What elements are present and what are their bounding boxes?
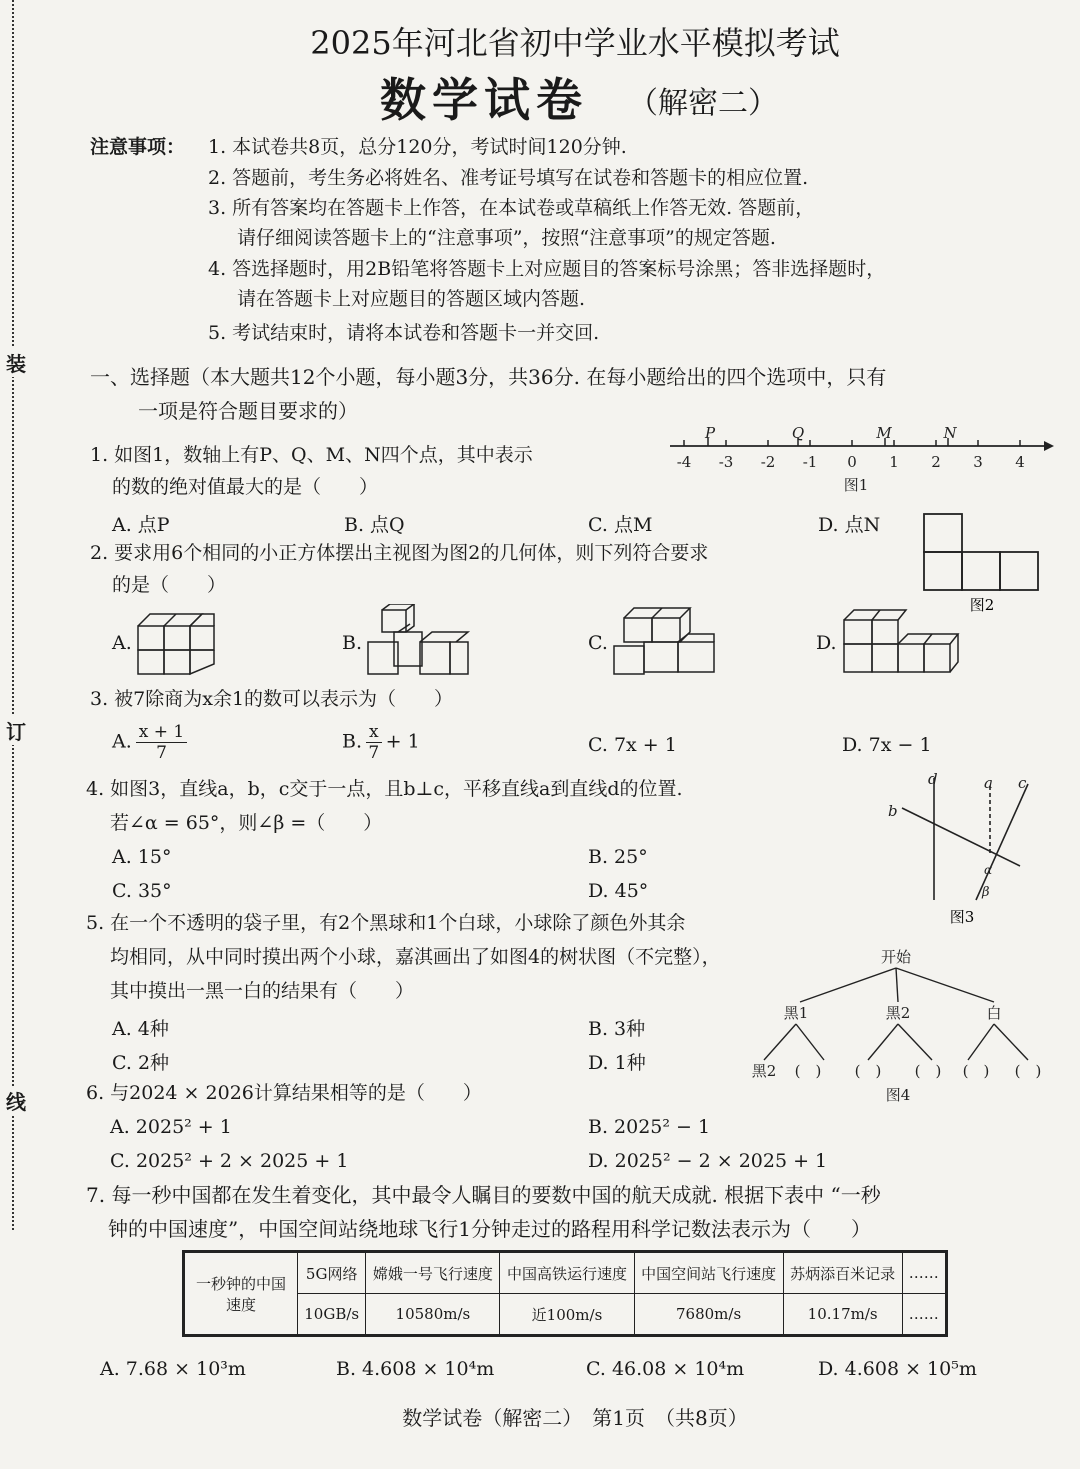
table-header-cell: 中国空间站飞行速度 <box>634 1252 783 1294</box>
binding-char: 订 <box>6 716 26 745</box>
cube-figure-b <box>364 604 476 680</box>
notice-item: 2. 答题前，考生务必将姓名、准考证号填写在试卷和答题卡的相应位置. <box>208 167 809 189</box>
tree-blank: ( ) <box>854 1062 882 1080</box>
figure-4-tree-diagram <box>740 940 1058 1110</box>
tick-label: -1 <box>802 453 818 471</box>
section-heading: 一、选择题（本大题共12个小题，每小题3分，共36分. 在每小题给出的四个选项中，只有 <box>90 365 887 389</box>
notice-item: 请在答题卡上对应题目的答题区域内答题. <box>237 288 586 310</box>
figure-1-number-line <box>660 420 1060 500</box>
question-1-text: 1. 如图1，数轴上有P、Q、M、N四个点，其中表示 <box>90 444 533 466</box>
section-heading-cont: 一项是符合题目要求的） <box>138 399 358 423</box>
tick-label: 4 <box>1015 453 1025 471</box>
point-label: N <box>943 424 957 442</box>
option-c: C. 2025² + 2 × 2025 + 1 <box>110 1150 349 1172</box>
line-label-d: d <box>928 770 938 788</box>
option-b: B. 3种 <box>588 1018 646 1040</box>
notice-item: 1. 本试卷共8页，总分120分，考试时间120分钟. <box>208 136 627 158</box>
page-footer: 数学试卷（解密二） 第1页 （共8页） <box>402 1406 748 1430</box>
point-label: P <box>704 424 716 442</box>
tree-root: 开始 <box>880 948 912 966</box>
table-cell: 10580m/s <box>366 1294 500 1336</box>
figure-2-front-view <box>918 508 1048 616</box>
tree-blank: ( ) <box>962 1062 990 1080</box>
tree-blank: ( ) <box>1014 1062 1042 1080</box>
figure-3-lines <box>880 770 1040 930</box>
option-d: D. 2025² − 2 × 2025 + 1 <box>588 1150 828 1172</box>
cube-figure-d <box>840 604 964 680</box>
version-label: （解密二） <box>628 86 778 121</box>
question-4-text: 4. 如图3，直线a，b，c交于一点，且b⊥c，平移直线a到直线d的位置. <box>86 778 683 800</box>
table-row <box>184 1252 947 1294</box>
question-5-text: 其中摸出一黑一白的结果有（ ） <box>110 980 415 1002</box>
notice-label: 注意事项： <box>90 136 186 158</box>
cube-figure-a <box>134 604 224 680</box>
option-a: A. 15° <box>112 846 172 868</box>
question-2-text: 的是（ ） <box>112 574 227 596</box>
table-cell: 10GB/s <box>298 1294 366 1336</box>
fraction-denominator: 7 <box>156 743 167 763</box>
tick-label: 1 <box>889 453 899 471</box>
figure-caption: 图1 <box>843 476 869 494</box>
tree-node: 白 <box>986 1004 1002 1022</box>
figure-caption: 图3 <box>949 908 975 926</box>
binding-char: 线 <box>6 1086 26 1115</box>
notice-item: 请仔细阅读答题卡上的“注意事项”，按照“注意事项”的规定答题. <box>237 227 776 249</box>
option-c: C. <box>588 632 608 654</box>
notice-item: 3. 所有答案均在答题卡上作答，在本试卷或草稿纸上作答无效. 答题前， <box>208 197 815 219</box>
table-cell: 近100m/s <box>500 1294 634 1336</box>
option-c: C. 点M <box>588 514 653 536</box>
line-label-b: b <box>888 802 898 820</box>
table-row-header: 一秒钟的中国速度 <box>184 1252 298 1336</box>
table-cell: 7680m/s <box>634 1294 783 1336</box>
option-a: A. 4种 <box>112 1018 169 1040</box>
tick-label: 3 <box>973 453 983 471</box>
question-2-text: 2. 要求用6个相同的小正方体摆出主视图为图2的几何体，则下列符合要求 <box>90 542 709 564</box>
angle-alpha-label: α <box>984 863 993 877</box>
table-header-cell: …… <box>902 1252 946 1294</box>
notice-item: 5. 考试结束时，请将本试卷和答题卡一并交回. <box>208 322 600 344</box>
tick-label: 2 <box>931 453 941 471</box>
question-5-text: 均相同，从中同时摸出两个小球，嘉淇画出了如图4的树状图（不完整）， <box>110 946 721 968</box>
option-b: B. 25° <box>588 846 648 868</box>
option-b: B. <box>342 632 363 654</box>
tree-node: 黑2 <box>885 1004 911 1022</box>
question-1-text: 的数的绝对值最大的是（ ） <box>112 476 379 498</box>
question-7-text: 7. 每一秒中国都在发生着变化，其中最令人瞩目的要数中国的航天成就. 根据下表中 “一秒 <box>86 1183 881 1207</box>
option-d: D. 45° <box>588 880 649 902</box>
option-a: A. 点P <box>112 514 170 536</box>
table-header-cell: 嫦娥一号飞行速度 <box>366 1252 500 1294</box>
speed-table <box>182 1250 948 1337</box>
subject-title: 数学试卷 <box>380 73 588 127</box>
option-b: B. 4.608 × 10⁴m <box>336 1358 495 1380</box>
option-c: C. 2种 <box>112 1052 170 1074</box>
option-a: A. <box>112 632 132 654</box>
line-label-c: c <box>1018 774 1027 792</box>
table-header-cell: 苏炳添百米记录 <box>783 1252 902 1294</box>
option-a: A. $\frac{x + 1}{7}$ <box>112 722 191 763</box>
option-a: A. 2025² + 1 <box>110 1116 232 1138</box>
tick-label: -4 <box>676 453 692 471</box>
binding-line <box>12 0 14 1230</box>
option-b: B. $\frac{x}{7}$ + 1 <box>342 722 420 763</box>
option-d: D. <box>816 632 837 654</box>
exam-title: 2025年河北省初中学业水平模拟考试 <box>310 24 840 62</box>
fraction-numerator: x <box>366 722 382 743</box>
option-d: D. 7x − 1 <box>842 734 932 756</box>
option-d: D. 点N <box>818 514 881 536</box>
table-row <box>184 1294 947 1336</box>
point-label: M <box>876 424 892 442</box>
option-b: B. 2025² − 1 <box>588 1116 711 1138</box>
option-d: D. 1种 <box>588 1052 646 1074</box>
table-header-cell: 5G网络 <box>298 1252 366 1294</box>
notice-item: 4. 答选择题时，用2B铅笔将答题卡上对应题目的答案标号涂黑；答非选择题时， <box>208 258 886 280</box>
question-5-text: 5. 在一个不透明的袋子里，有2个黑球和1个白球，小球除了颜色外其余 <box>86 912 686 934</box>
table-header-cell: 中国高铁运行速度 <box>500 1252 634 1294</box>
line-label-a: a <box>984 774 993 792</box>
fraction-numerator: x + 1 <box>136 722 187 743</box>
tick-label: -2 <box>760 453 776 471</box>
figure-caption: 图4 <box>885 1086 911 1104</box>
binding-char: 装 <box>6 348 26 377</box>
table-cell: …… <box>902 1294 946 1336</box>
question-3-text: 3. 被7除商为x余1的数可以表示为（ ） <box>90 688 454 710</box>
question-6-text: 6. 与2024 × 2026计算结果相等的是（ ） <box>86 1082 482 1104</box>
tree-leaf: 黑2 <box>751 1062 777 1080</box>
option-a: A. 7.68 × 10³m <box>100 1358 246 1380</box>
tick-label: -3 <box>718 453 734 471</box>
option-c: C. 35° <box>112 880 172 902</box>
tree-node: 黑1 <box>783 1004 809 1022</box>
figure-caption: 图2 <box>969 596 995 614</box>
cube-figure-c <box>610 604 722 680</box>
angle-beta-label: β <box>982 885 990 900</box>
option-b: B. 点Q <box>344 514 405 536</box>
tree-blank: ( ) <box>914 1062 942 1080</box>
tree-blank: ( ) <box>794 1062 822 1080</box>
option-c: C. 46.08 × 10⁴m <box>586 1358 745 1380</box>
fraction-denominator: 7 <box>368 743 380 763</box>
tick-label: 0 <box>847 453 857 471</box>
question-7-text: 钟的中国速度”，中国空间站绕地球飞行1分钟走过的路程用科学记数法表示为（ ） <box>108 1217 871 1241</box>
point-label: Q <box>791 424 805 442</box>
table-cell: 10.17m/s <box>783 1294 902 1336</box>
option-d: D. 4.608 × 10⁵m <box>818 1358 977 1380</box>
question-4-text: 若∠α = 65°，则∠β =（ ） <box>110 812 383 834</box>
option-c: C. 7x + 1 <box>588 734 677 756</box>
